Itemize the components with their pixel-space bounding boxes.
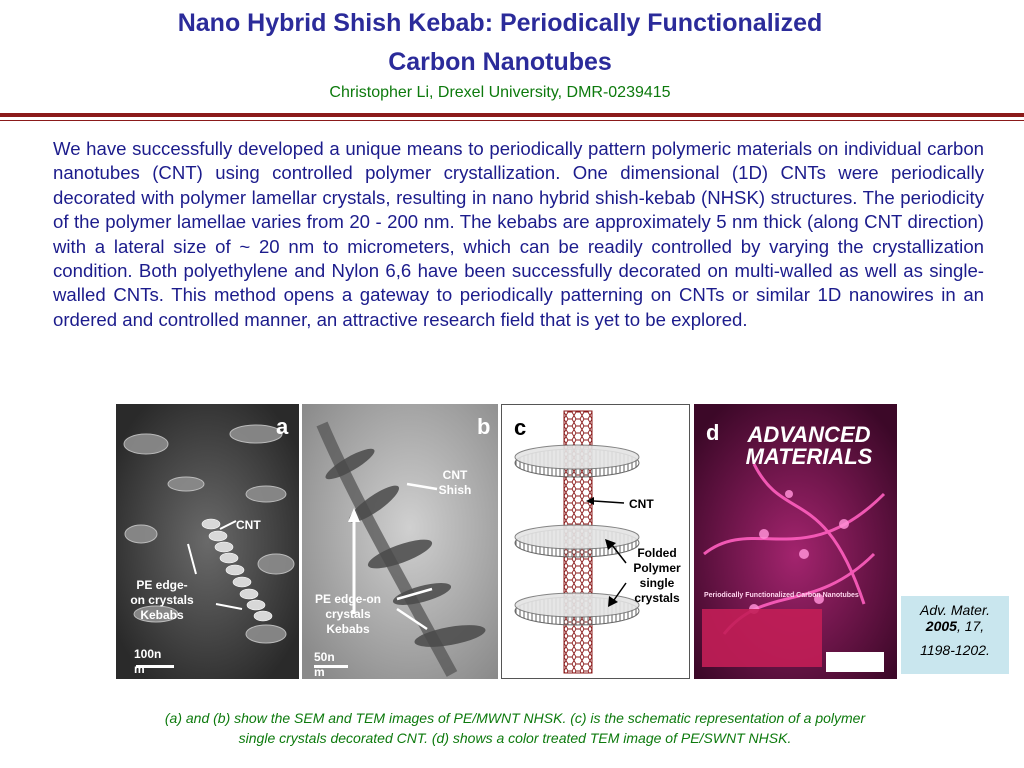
citation-pages: 1198-1202. (920, 642, 990, 658)
figure-panel-d (694, 404, 897, 679)
panel-b-cnt-label: CNT Shish (438, 468, 472, 497)
figure-caption: (a) and (b) show the SEM and TEM images of PE/MWNT NHSK. (c) is the schematic representation of a polymer single crystals decorated CNT. (d) shows a color treated TEM image of PE/SWNT NHSK. (164, 710, 866, 746)
figure-panel-b (302, 404, 498, 679)
panel-d-label: d (706, 420, 720, 445)
panel-b-label: b (477, 414, 491, 439)
panel-b-scale-label: 50n m (314, 650, 335, 679)
sem-image (116, 404, 299, 679)
divider-thick (0, 113, 1024, 117)
panel-c-cnt-label: CNT (629, 497, 654, 511)
tem-image (302, 404, 498, 679)
figure-panel-c (501, 404, 690, 679)
panel-a-pe-label: PE edge- on crystals Kebabs (130, 578, 194, 622)
citation-box (901, 596, 1009, 674)
polymer-crystal-middle (515, 525, 639, 557)
panel-b-pe-label: PE edge-on crystals Kebabs (314, 592, 381, 636)
author-line: Christopher Li, Drexel University, DMR-0239415 (329, 84, 671, 101)
cover-masthead: ADVANCED MATERIALS (745, 422, 873, 469)
panel-a-scale-label: 100n m (134, 647, 162, 676)
citation-journal: Adv. Mater. (919, 602, 991, 618)
abstract-text: We have successfully developed a unique means to periodically pattern polymeric materials on individual carbon nanotubes (CNT) using controlled polymer crystallization. One dimensional (1D) CNTs were periodically decorated with polymer lamellar crystals, resulting in nano hybrid shish-kebab (NHSK) structures. The periodicity of the polymer lamellae varies from 20 - 200 nm. The kebabs are approximately 5 nm thick (along CNT direction) with a lateral size of ~ 20 nm to micrometers, which can be readily controlled by varying the crystallization condition. Both polyethylene and Nylon 6,6 have been successfully decorated on multi-walled as well as single-walled CNTs. This method opens a gateway to periodically patterning on CNTs or similar 1D nanowires in an ordered and controlled manner, an attractive research field that is yet to be explored. (53, 138, 984, 330)
polymer-crystal-bottom (515, 593, 639, 625)
schematic-diagram (502, 405, 690, 679)
citation-year: 2005 (925, 618, 957, 634)
citation-volume: , 17, (956, 618, 985, 634)
figure-panel-a (116, 404, 299, 679)
polymer-crystal-top (515, 445, 639, 477)
panel-c-folded-label: Folded Polymer single crystals (633, 546, 681, 605)
panel-a-cnt-label: CNT (236, 518, 261, 532)
panel-c-label: c (514, 415, 527, 440)
panel-a-label: a (276, 414, 289, 439)
divider-thin (0, 120, 1024, 121)
title-line-1: Nano Hybrid Shish Kebab: Periodically Functionalized (177, 9, 823, 37)
title-line-2: Carbon Nanotubes (388, 48, 612, 76)
cover-subtitle: Periodically Functionalized Carbon Nanotubes (704, 592, 859, 599)
